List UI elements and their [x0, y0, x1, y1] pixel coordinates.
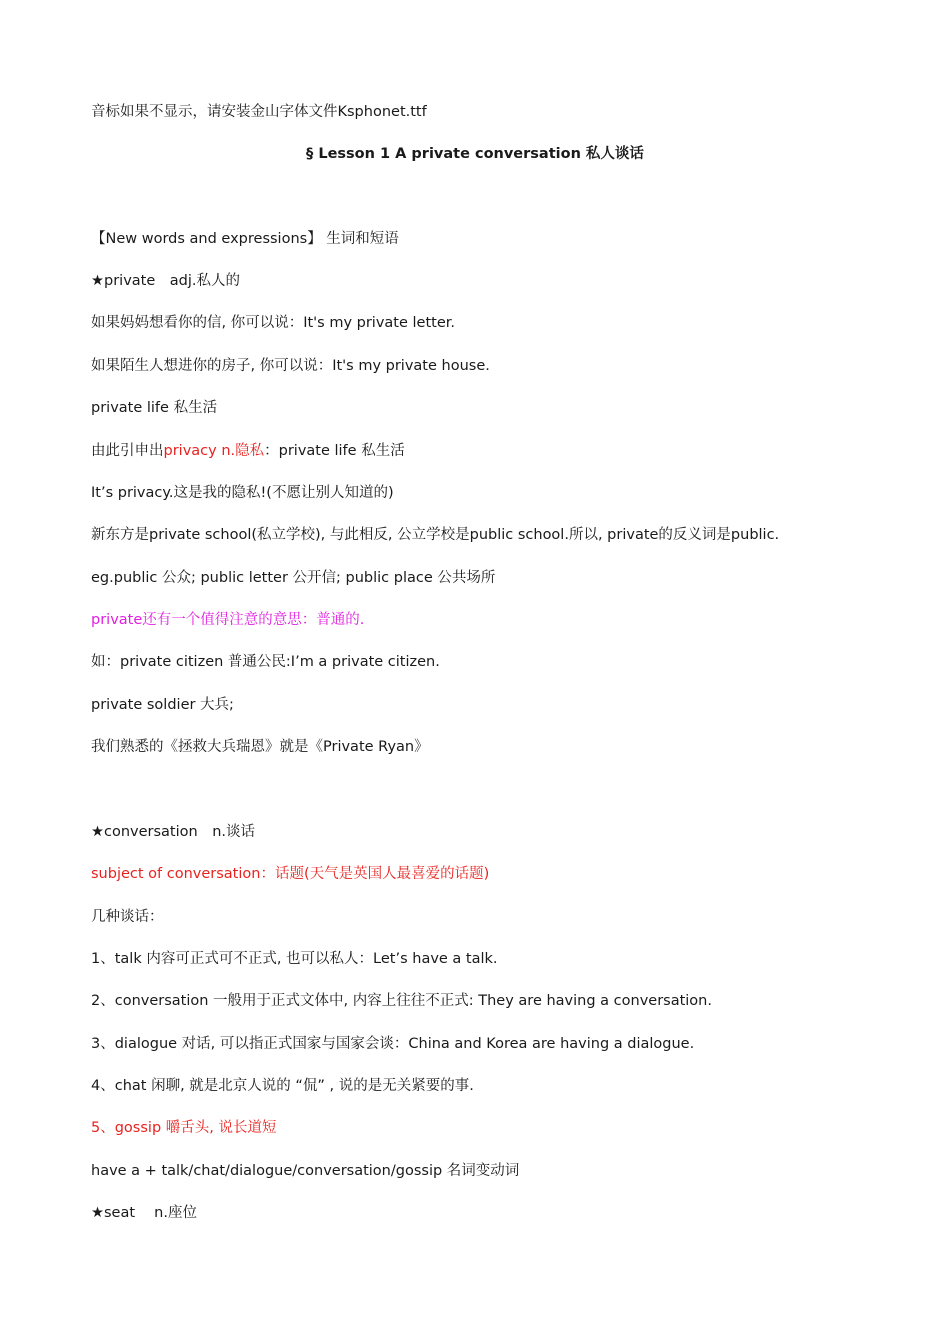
- lesson-title: § Lesson 1 A private conversation 私人谈话: [306, 146, 644, 162]
- text-line: private life 私生活: [91, 400, 218, 416]
- font-install-note: 音标如果不显示，请安装金山字体文件Ksphonet.ttf: [91, 104, 427, 120]
- list-item: 1、talk 内容可正式可不正式, 也可以私人：Let’s have a talk.: [91, 951, 498, 967]
- list-item: 5、gossip 嚼舌头, 说长道短: [91, 1120, 277, 1136]
- text-line: have a + talk/chat/dialogue/conversation/gossip 名词变动词: [91, 1163, 520, 1179]
- text-line: It’s privacy.这是我的隐私!(不愿让别人知道的): [91, 485, 394, 501]
- text-line: 几种谈话：: [91, 909, 164, 925]
- highlight-note: subject of conversation：话题(天气是英国人最喜爱的话题): [91, 866, 490, 882]
- section-heading: 【New words and expressions】 生词和短语: [91, 231, 399, 247]
- text-line: [91, 441, 859, 461]
- list-item: 2、conversation 一般用于正式文体中, 内容上往往不正式: They are having a conversation.: [91, 993, 712, 1009]
- text-line: eg.public 公众; public letter 公开信; public place 公共场所: [91, 570, 496, 586]
- text-line: private soldier 大兵;: [91, 697, 234, 713]
- text-line: 如果陌生人想进你的房子, 你可以说：It's my private house.: [91, 358, 490, 374]
- vocab-entry-seat: ★seat n.座位: [91, 1205, 197, 1221]
- vocab-entry-conversation: ★conversation n.谈话: [91, 824, 256, 840]
- text-line: 如果妈妈想看你的信, 你可以说：It's my private letter.: [91, 315, 455, 331]
- text-segment: 由此引申出: [91, 443, 164, 459]
- list-item: 4、chat 闲聊, 就是北京人说的 “侃” , 说的是无关紧要的事.: [91, 1078, 474, 1094]
- highlight-privacy: privacy n.隐私: [163, 443, 265, 459]
- text-line: 新东方是private school(私立学校), 与此相反, 公立学校是public school.所以, private的反义词是public.: [91, 527, 780, 543]
- text-segment: ：private life 私生活: [264, 443, 405, 459]
- text-line: 如：private citizen 普通公民:I’m a private citizen.: [91, 654, 440, 670]
- vocab-entry-private: ★private adj.私人的: [91, 273, 240, 289]
- highlight-note: private还有一个值得注意的意思：普通的.: [91, 612, 365, 628]
- list-item: 3、dialogue 对话, 可以指正式国家与国家会谈：China and Korea are having a dialogue.: [91, 1036, 695, 1052]
- text-line: 我们熟悉的《拯救大兵瑞恩》就是《Private Ryan》: [91, 739, 429, 755]
